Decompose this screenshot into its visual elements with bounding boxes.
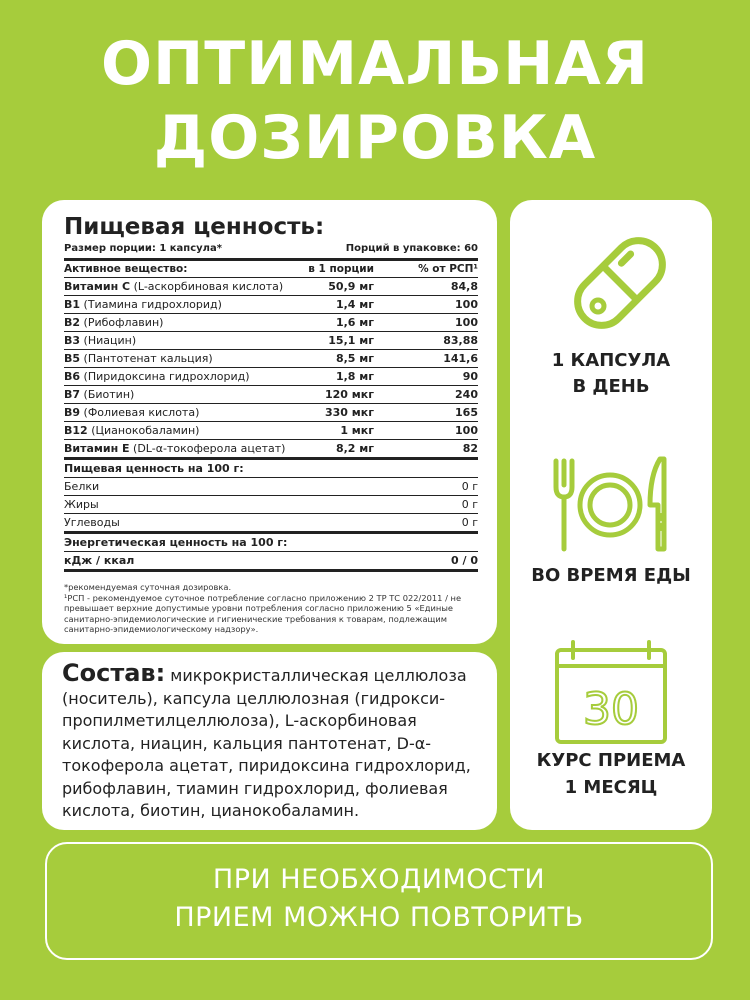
per100-title: Пищевая ценность на 100 г: <box>64 460 478 478</box>
nutrient-name-cell <box>64 422 292 439</box>
nutrient-detail: (DL-α-токоферола ацетат) <box>129 442 286 455</box>
nutrient-amount: 50,9 мг <box>328 280 374 293</box>
table-row <box>64 385 478 403</box>
per100-name: Белки <box>64 480 100 493</box>
fork-plate-knife-icon <box>550 455 672 555</box>
per100-value: 0 г <box>461 516 478 529</box>
nutrient-name-cell <box>64 350 292 367</box>
nutrient-name: В1 <box>64 298 81 311</box>
course-caption-line1: КУРС ПРИЕМА <box>536 750 686 771</box>
page-title-line1: ОПТИМАЛЬНАЯ <box>101 29 649 99</box>
capsule-caption-line2: В ДЕНЬ <box>572 376 650 397</box>
per100-rows <box>64 478 478 531</box>
features-panel <box>510 200 712 830</box>
table-row <box>64 421 478 439</box>
nutrient-detail: (Фолиевая кислота) <box>80 406 200 419</box>
nutrient-detail: (Цианокобаламин) <box>87 424 200 437</box>
nutrient-name: Витамин С <box>64 280 131 293</box>
nutrient-pct: 100 <box>455 316 478 329</box>
nutrient-detail: (Пиридоксина гидрохлорид) <box>80 370 250 383</box>
nutrient-name-cell <box>64 278 292 295</box>
composition-text: микрокристаллическая целлюлоза (носитель), капсула целлюлозная (гидрокси-пропилметилцеллюлоза), L-аскорбиновая кислота, ниацин, кальция пантотенат, D-α-токоферола ацетат, пиридоксина гидрохлорид, рибофлавин, тиамин гидрохлорид, фолиевая кислота, биотин, цианокобаламин. <box>62 666 471 820</box>
table-row <box>64 277 478 295</box>
calendar-number: 30 <box>583 684 639 735</box>
per100-name: Жиры <box>64 498 99 511</box>
nutrient-detail: (L-аскорбиновая кислота) <box>130 280 284 293</box>
nutrient-pct: 83,88 <box>443 334 478 347</box>
nutrient-name-cell <box>64 314 292 331</box>
nutrient-name-cell <box>64 368 292 385</box>
table-row <box>64 331 478 349</box>
table-row <box>64 367 478 385</box>
table-row <box>64 349 478 367</box>
nutrient-name-cell <box>64 404 292 421</box>
nutrient-name: Витамин Е <box>64 442 130 455</box>
per100-name: Углеводы <box>64 516 120 529</box>
composition-text-block <box>62 659 483 823</box>
nutrient-detail: (Пантотенат кальция) <box>80 352 213 365</box>
nutrient-name-cell <box>64 440 292 457</box>
nutrient-amount: 1,8 мг <box>335 370 374 383</box>
energy-value: 0 / 0 <box>451 554 478 567</box>
nutrient-pct: 100 <box>455 298 478 311</box>
nutrient-amount: 1,4 мг <box>335 298 374 311</box>
repeat-course-banner <box>45 842 713 960</box>
nutrient-name-cell <box>64 386 292 403</box>
capsule-icon <box>565 228 675 338</box>
nutrient-pct: 141,6 <box>443 352 478 365</box>
capsule-caption-line1: 1 КАПСУЛА <box>551 350 671 371</box>
nutrient-pct: 84,8 <box>450 280 478 293</box>
nutrient-amount: 8,2 мг <box>335 442 374 455</box>
composition-label: Состав: <box>62 659 166 687</box>
composition-panel <box>42 652 497 830</box>
page-title-line2: ДОЗИРОВКА <box>153 103 597 173</box>
nutrient-name: В12 <box>64 424 88 437</box>
col-rsp: % от РСП¹ <box>418 263 478 275</box>
footnote-dosage: *рекомендуемая суточная дозировка. <box>64 582 232 592</box>
serving-info <box>64 243 478 258</box>
table-row <box>64 295 478 313</box>
nutrient-detail: (Биотин) <box>80 388 135 401</box>
per100-row <box>64 495 478 513</box>
nutrient-name-cell <box>64 332 292 349</box>
servings-per-pack: Порций в упаковке: 60 <box>345 243 478 254</box>
footnote-rsp: ¹РСП - рекомендуемое суточное потребление согласно приложению 2 ТР ТС 022/2011 / не превышает верхние допустимые уровни потребления согласно приложению 5 «Единые санитарно-эпидемиологические и гигиенические требования к товарам, подлежащим санитарно-эпидемиологическому надзору». <box>64 592 462 634</box>
table-row <box>64 313 478 331</box>
nutrient-amount: 8,5 мг <box>335 352 374 365</box>
nutrient-pct: 240 <box>455 388 478 401</box>
nutrient-name: В5 <box>64 352 81 365</box>
calendar-icon <box>553 638 669 746</box>
nutrient-pct: 82 <box>462 442 478 455</box>
per100-value: 0 г <box>461 480 478 493</box>
nutrient-name: В6 <box>64 370 81 383</box>
serving-size: Размер порции: 1 капсула* <box>64 243 222 254</box>
meal-caption: ВО ВРЕМЯ ЕДЫ <box>531 565 691 586</box>
nutrient-amount: 120 мкг <box>325 388 374 401</box>
col-per-serving: в 1 порции <box>308 263 374 275</box>
table-row <box>64 403 478 421</box>
nutrient-detail: (Ниацин) <box>80 334 137 347</box>
nutrient-name-cell <box>64 296 292 313</box>
nutrient-amount: 1,6 мг <box>335 316 374 329</box>
course-caption-line2: 1 МЕСЯЦ <box>564 777 658 798</box>
col-active: Активное вещество: <box>64 263 188 275</box>
energy-title: Энергетическая ценность на 100 г: <box>64 536 288 549</box>
nutrient-name: В3 <box>64 334 81 347</box>
nutrient-detail: (Тиамина гидрохлорид) <box>80 298 222 311</box>
nutrient-name: В2 <box>64 316 81 329</box>
nutrient-name: В9 <box>64 406 81 419</box>
nutrient-amount: 330 мкг <box>325 406 374 419</box>
banner-line1: ПРИ НЕОБХОДИМОСТИ <box>212 864 546 895</box>
energy-row <box>64 551 478 572</box>
energy-label: кДж / ккал <box>64 554 135 567</box>
nutrition-panel <box>42 200 497 644</box>
nutrient-amount: 1 мкг <box>340 424 374 437</box>
nutrition-rows <box>64 277 478 460</box>
per100-value: 0 г <box>461 498 478 511</box>
nutrition-table-header <box>64 261 478 277</box>
nutrient-amount: 15,1 мг <box>328 334 374 347</box>
nutrient-detail: (Рибофлавин) <box>80 316 164 329</box>
nutrient-name: В7 <box>64 388 81 401</box>
footnotes <box>64 582 478 635</box>
nutrition-title: Пищевая ценность: <box>64 214 325 240</box>
nutrient-pct: 165 <box>455 406 478 419</box>
per100-row <box>64 513 478 531</box>
per100-row <box>64 478 478 495</box>
table-row <box>64 439 478 460</box>
nutrient-pct: 90 <box>462 370 478 383</box>
banner-line2: ПРИЕМ МОЖНО ПОВТОРИТЬ <box>174 902 584 933</box>
nutrient-pct: 100 <box>455 424 478 437</box>
